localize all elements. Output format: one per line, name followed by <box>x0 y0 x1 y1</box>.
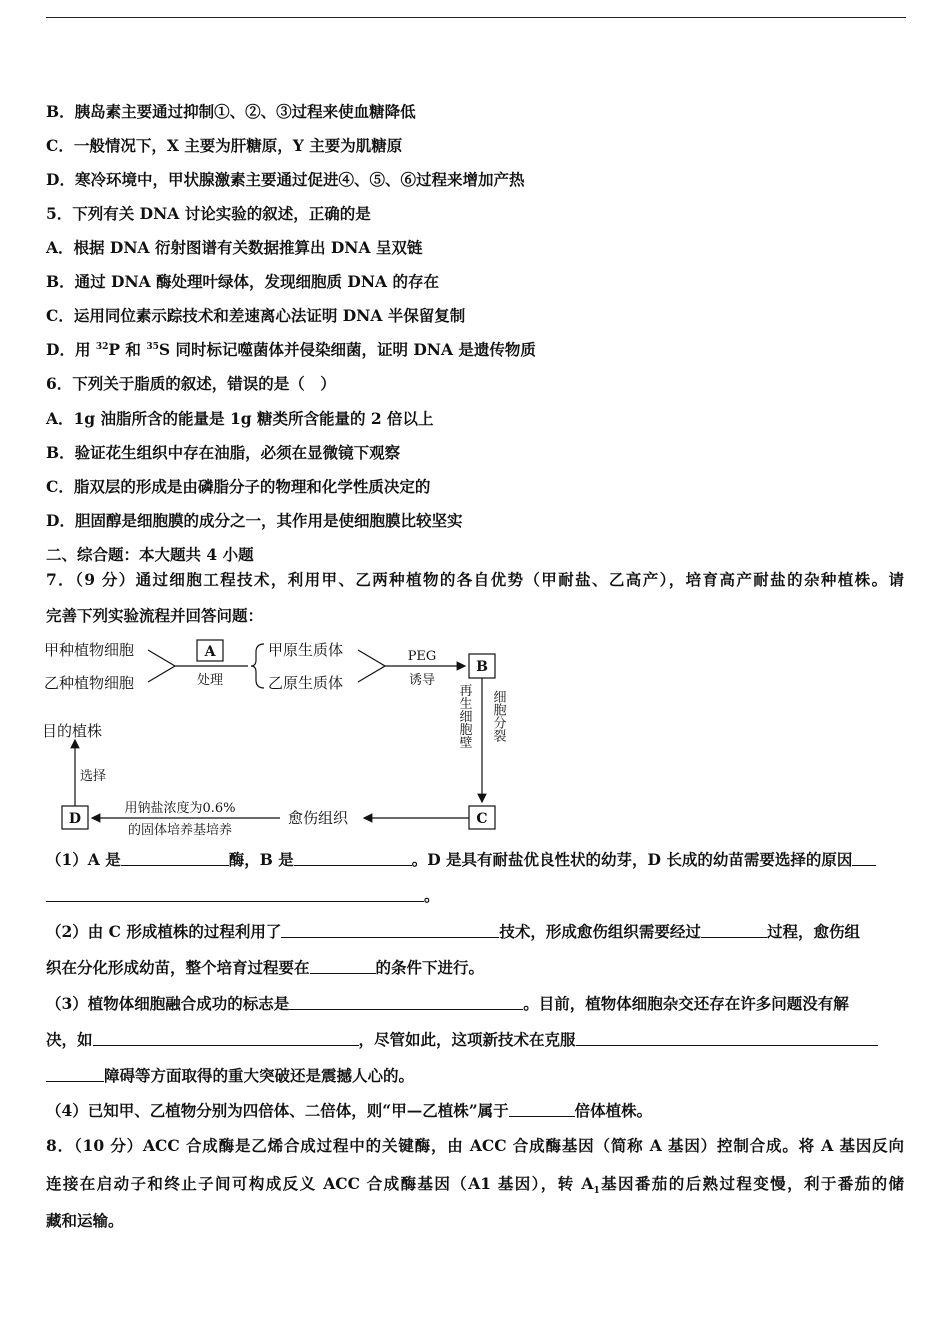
medium-label-1: 用钠盐浓度为0.6% <box>124 801 236 816</box>
merge-bracket-right <box>358 650 385 682</box>
answer-blank[interactable] <box>852 851 876 866</box>
q6-stem: 6．下列关于脂质的叙述，错误的是（ ） <box>46 374 336 393</box>
box-c-label: C <box>476 811 488 827</box>
q6-option-b: B．验证花生组织中存在油脂，必须在显微镜下观察 <box>46 443 401 462</box>
answer-blank[interactable] <box>93 1031 359 1046</box>
q6-option-a: A．1g 油脂所含的能量是 1g 糖类所含能量的 2 倍以上 <box>46 409 434 428</box>
q8-line1: 8．（10 分）ACC 合成酶是乙烯合成过程中的关键酶，由 ACC 合成酶基因（简称 A 基因）控制合成。将 A 基因反向 <box>46 1136 904 1155</box>
q8-line3: 藏和运输。 <box>46 1211 124 1230</box>
q6-option-d: D．胆固醇是细胞膜的成分之一，其作用是使细胞膜比较坚实 <box>46 511 463 530</box>
q4-option-c: C．一般情况下，X 主要为肝糖原，Y 主要为肌糖原 <box>46 136 403 155</box>
callus-label: 愈伤组织 <box>288 809 349 827</box>
q5-option-b: B．通过 DNA 酶处理叶绿体，发现细胞质 DNA 的存在 <box>46 272 439 291</box>
answer-blank[interactable] <box>294 851 412 866</box>
box-d-label: D <box>68 811 82 827</box>
q5-stem: 5．下列有关 DNA 讨论实验的叙述，正确的是 <box>46 204 371 223</box>
medium-label-2: 的固体培养基培养 <box>127 823 233 838</box>
answer-blank[interactable] <box>46 1067 104 1082</box>
protoplast-b-label: 乙原生质体 <box>268 674 344 692</box>
q4-option-d: D．寒冷环境中，甲状腺激素主要通过促进④、⑤、⑥过程来增加产热 <box>46 170 525 189</box>
peg-label: PEG <box>407 649 437 664</box>
q7-stem-line1: 7．（9 分）通过细胞工程技术，利用甲、乙两种植物的各自优势（甲耐盐、乙高产），培育高产耐盐的杂种植株。请 <box>46 570 904 589</box>
section-heading: 二、综合题：本大题共 4 小题 <box>46 545 254 564</box>
q7-part1-line2: 。 <box>46 886 440 906</box>
q6-option-c: C．脂双层的形成是由磷脂分子的物理和化学性质决定的 <box>46 477 431 496</box>
answer-blank[interactable] <box>121 851 229 866</box>
regen-wall-label: 再生细胞壁 <box>456 683 472 749</box>
q7-part3-line1: （3）植物体细胞融合成功的标志是 。目前，植物体细胞杂交还存在许多问题没有解 <box>46 994 849 1013</box>
cell-division-label: 细胞分裂 <box>490 690 506 742</box>
q7-part3-line3: 障碍等方面取得的重大突破还是震撼人心的。 <box>46 1066 414 1086</box>
cell-fusion-flow-diagram <box>40 632 510 842</box>
answer-blank[interactable] <box>701 923 767 938</box>
protoplast-a-label: 甲原生质体 <box>268 641 344 659</box>
answer-blank[interactable] <box>281 923 499 938</box>
subscript-1: 1 <box>593 1186 600 1197</box>
answer-blank[interactable] <box>46 887 424 902</box>
target-plant-label: 目的植株 <box>42 722 103 740</box>
q5-option-a: A．根据 DNA 衍射图谱有关数据推算出 DNA 呈双链 <box>46 238 423 257</box>
box-a-label: A <box>204 644 216 660</box>
plant-a-cell-label: 甲种植物细胞 <box>44 641 135 659</box>
header-rule <box>46 17 906 18</box>
answer-blank[interactable] <box>576 1031 878 1046</box>
answer-blank[interactable] <box>509 1102 575 1117</box>
superscript-35: 35 <box>146 342 159 352</box>
q5-option-d: D．用 $^{32}$P 和 $^{35}$S 同时标记噬菌体并侵染细菌，证明 DNA 是遗传物质 <box>46 340 536 359</box>
q5-option-c: C．运用同位素示踪技术和差速离心法证明 DNA 半保留复制 <box>46 306 466 325</box>
curly-brace <box>251 644 264 688</box>
q7-part2-line2: 织在分化形成幼苗，整个培育过程要在 的条件下进行。 <box>46 958 485 977</box>
merge-bracket-left <box>148 650 175 682</box>
answer-blank[interactable] <box>289 995 523 1010</box>
q7-part3-line2: 决，如 ，尽管如此，这项新技术在克服 <box>46 1030 878 1050</box>
treat-label: 处理 <box>196 673 224 688</box>
q8-line2: 连接在启动子和终止子间可构成反义 ACC 合成酶基因（A1 基因），转 $A_1$基因番茄的后熟过程变慢，利于番茄的储 <box>46 1174 904 1197</box>
q7-part1-line1: （1）A 是 酶，B 是 。D 是具有耐盐优良性状的幼芽，D 长成的幼苗需要选择的原因 <box>46 850 876 870</box>
induce-label: 诱导 <box>408 673 436 688</box>
answer-blank[interactable] <box>310 959 376 974</box>
q4-option-b: B．胰岛素主要通过抑制①、②、③过程来使血糖降低 <box>46 102 416 121</box>
plant-b-cell-label: 乙种植物细胞 <box>44 674 135 692</box>
box-b-label: B <box>476 659 488 675</box>
q7-part2-line1: （2）由 C 形成植株的过程利用了 技术，形成愈伤组织需要经过 过程，愈伤组 <box>46 922 860 941</box>
superscript-32: 32 <box>95 342 109 352</box>
q7-stem-line2: 完善下列实验流程并回答问题： <box>46 606 264 625</box>
q7-part4: （4）已知甲、乙植物分别为四倍体、二倍体，则“甲—乙植株”属于 倍体植株。 <box>46 1101 653 1120</box>
select-label: 选择 <box>80 769 107 784</box>
